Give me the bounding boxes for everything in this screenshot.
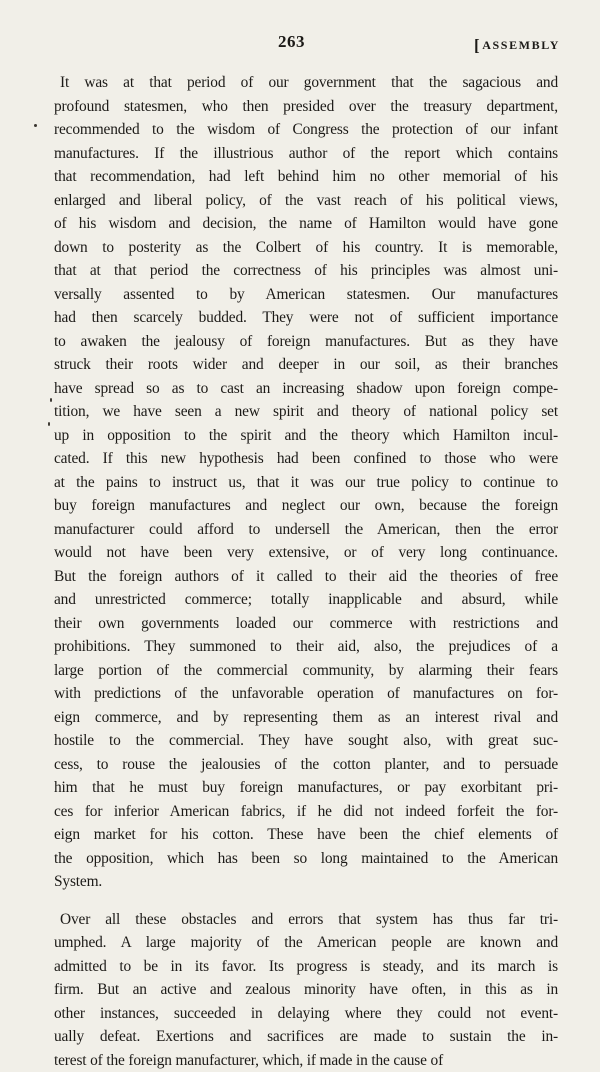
text-line: cess, to rouse the jealousies of the cotton planter, and to persuade [54, 753, 558, 777]
text-line: terest of the foreign manufacturer, which, if made in the cause of [54, 1049, 558, 1072]
text-line: their own governments loaded our commerce with restrictions and [54, 612, 558, 636]
text-line: had then scarcely budded. They were not of sufficient importance [54, 306, 558, 330]
text-line: to awaken the jealousy of foreign manufactures. But as they have [54, 330, 558, 354]
text-line: cated. If this new hypothesis had been confined to those who were [54, 447, 558, 471]
text-line: manufactures. If the illustrious author of the report which contains [54, 142, 558, 166]
print-speck [48, 422, 50, 426]
text-line: versally assented to by American statesmen. Our manufactures [54, 283, 558, 307]
running-head-text: ASSEMBLY [482, 38, 560, 52]
body-text [54, 71, 558, 1072]
text-line: other instances, succeeded in delaying where they could not event- [54, 1002, 558, 1026]
print-speck [34, 124, 37, 127]
text-line: struck their roots wider and deeper in our soil, as their branches [54, 353, 558, 377]
text-line: the opposition, which has been so long maintained to the American [54, 847, 558, 871]
text-line: would not have been very extensive, or of very long continuance. [54, 541, 558, 565]
text-line: admitted to be in its favor. Its progress is steady, and its march is [54, 955, 558, 979]
text-line: But the foreign authors of it called to their aid the theories of free [54, 565, 558, 589]
text-line: System. [54, 870, 558, 894]
text-line: firm. But an active and zealous minority have often, in this as in [54, 978, 558, 1002]
paragraph [54, 908, 558, 1072]
paragraph [54, 71, 558, 894]
text-line: of his wisdom and decision, the name of Hamilton would have gone [54, 212, 558, 236]
page-header [0, 32, 600, 56]
text-line: ces for inferior American fabrics, if he did not indeed forfeit the for- [54, 800, 558, 824]
text-line: have spread so as to cast an increasing shadow upon foreign compe- [54, 377, 558, 401]
text-line: enlarged and liberal policy, of the vast reach of his political views, [54, 189, 558, 213]
text-line: eign commerce, and by representing them as an interest rival and [54, 706, 558, 730]
text-line: him that he must buy foreign manufactures, or pay exorbitant pri- [54, 776, 558, 800]
text-line: It was at that period of our government that the sagacious and [54, 71, 558, 95]
text-line: that recommendation, had left behind him no other memorial of his [54, 165, 558, 189]
text-line: up in opposition to the spirit and the theory which Hamilton incul- [54, 424, 558, 448]
text-line: manufacturer could afford to undersell the American, then the error [54, 518, 558, 542]
text-line: with predictions of the unfavorable operation of manufactures on for- [54, 682, 558, 706]
text-line: and unrestricted commerce; totally inapplicable and absurd, while [54, 588, 558, 612]
text-line: ually defeat. Exertions and sacrifices are made to sustain the in- [54, 1025, 558, 1049]
text-line: Over all these obstacles and errors that system has thus far tri- [54, 908, 558, 932]
text-line: hostile to the commercial. They have sought also, with great suc- [54, 729, 558, 753]
text-line: large portion of the commercial community, by alarming their fears [54, 659, 558, 683]
text-line: umphed. A large majority of the American people are known and [54, 931, 558, 955]
text-line: that at that period the correctness of his principles was almost uni- [54, 259, 558, 283]
running-head: [ASSEMBLY [474, 34, 560, 54]
print-speck [50, 398, 52, 402]
text-line: tition, we have seen a new spirit and theory of national policy set [54, 400, 558, 424]
text-line: prohibitions. They summoned to their aid, also, the prejudices of a [54, 635, 558, 659]
text-line: eign market for his cotton. These have been the chief elements of [54, 823, 558, 847]
page-number: 263 [278, 32, 305, 52]
paragraph-gap [54, 894, 558, 908]
text-line: at the pains to instruct us, that it was our true policy to continue to [54, 471, 558, 495]
text-line: profound statesmen, who then presided over the treasury department, [54, 95, 558, 119]
text-line: recommended to the wisdom of Congress the protection of our infant [54, 118, 558, 142]
text-line: down to posterity as the Colbert of his country. It is memorable, [54, 236, 558, 260]
text-line: buy foreign manufactures and neglect our own, because the foreign [54, 494, 558, 518]
